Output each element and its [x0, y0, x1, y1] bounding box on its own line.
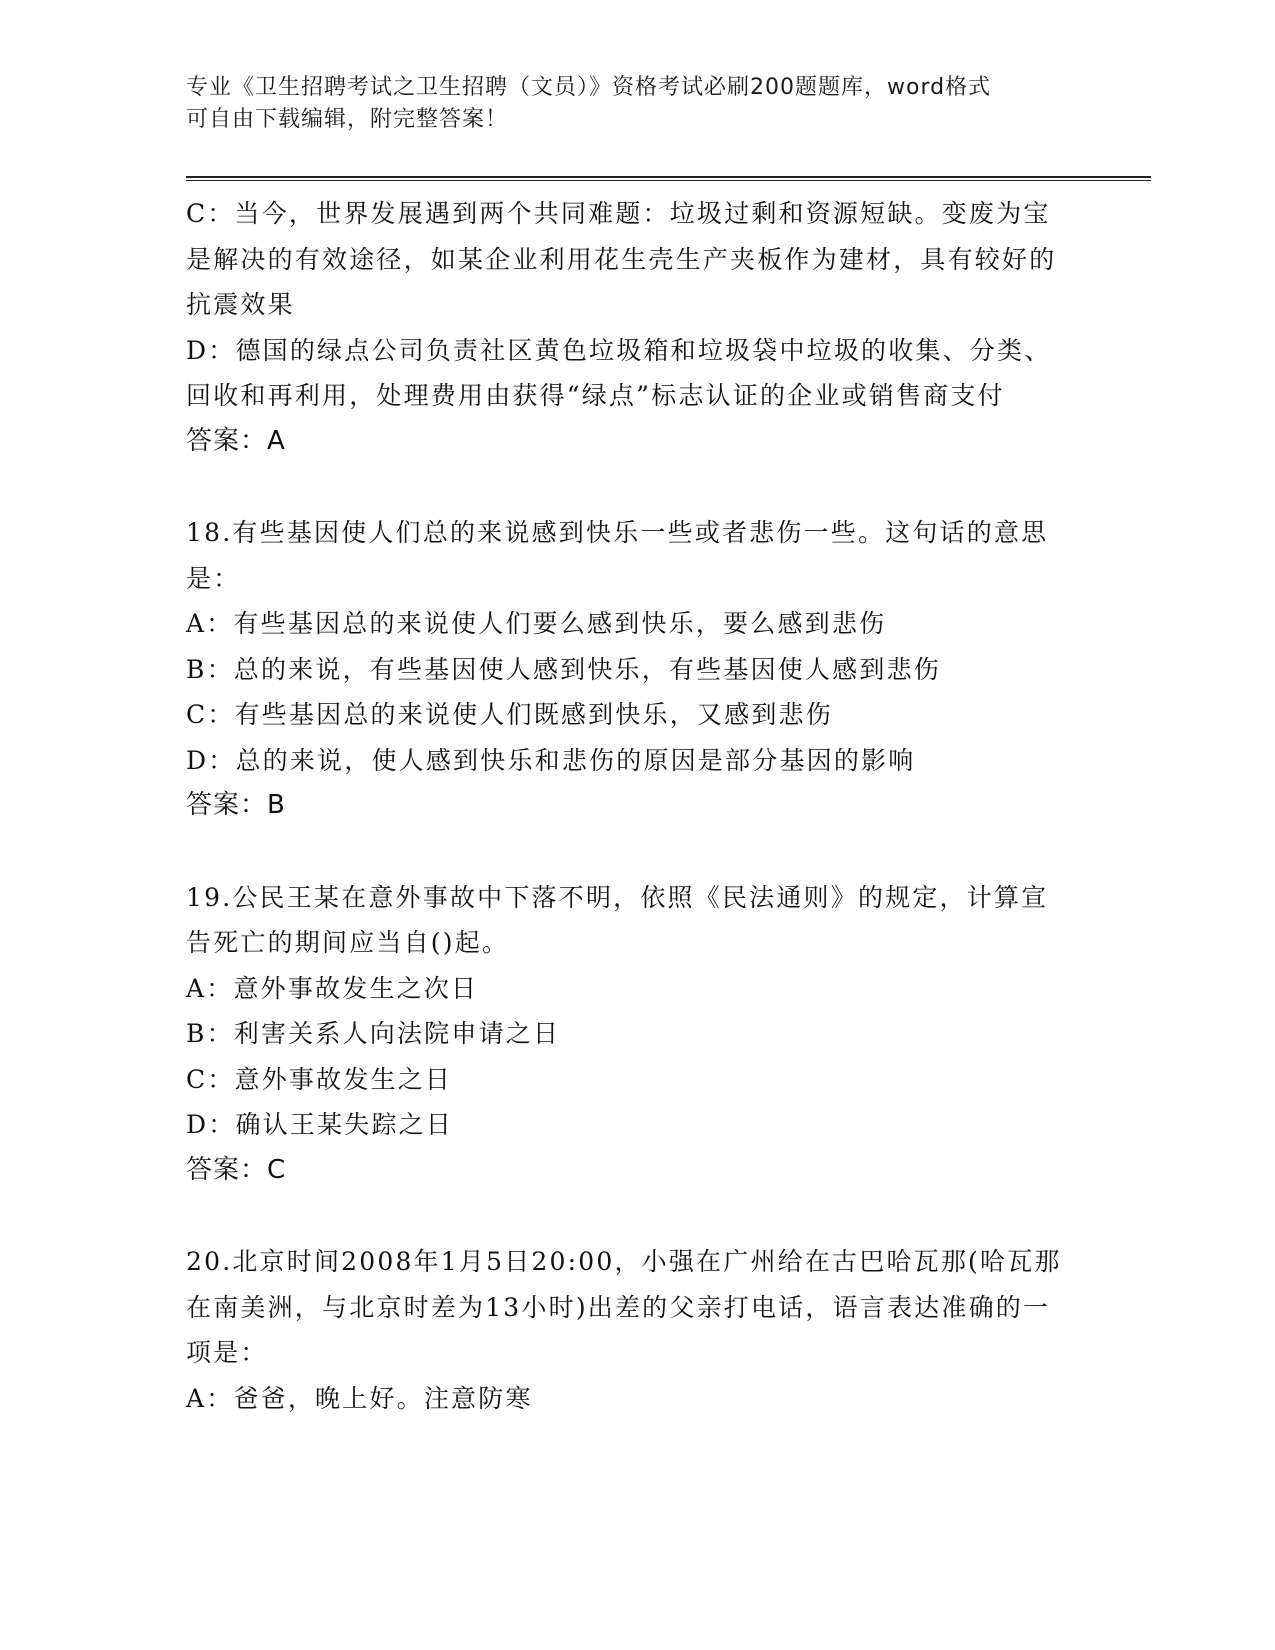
option-c: C：意外事故发生之日 — [186, 1064, 453, 1094]
answer-line: 答案：B — [186, 790, 286, 820]
option-d: D：德国的绿点公司负责社区黄色垃圾箱和垃圾袋中垃圾的收集、分类、回收和再利用，处理费用由获得“绿点”标志认证的企业或销售商支付 — [186, 335, 1052, 410]
option-a: A：爸爸，晚上好。注意防寒 — [186, 1383, 533, 1413]
option-c: C：有些基因总的来说使人们既感到快乐，又感到悲伤 — [186, 700, 833, 729]
option-a: A：有些基因总的来说使人们要么感到快乐，要么感到悲伤 — [186, 609, 887, 638]
question-stem: 19.公民王某在意外事故中下落不明，依照《民法通则》的规定，计算宣告死亡的期间应当自()起。 — [186, 882, 1049, 957]
question-17-tail — [186, 191, 1066, 464]
answer-line: 答案：C — [186, 1154, 287, 1185]
question-19 — [186, 875, 1066, 1194]
document-header — [186, 72, 1066, 136]
header-line-1: 专业《卫生招聘考试之卫生招聘（文员）》资格考试必刷200题题库，word格式 — [186, 75, 992, 100]
header-divider — [186, 176, 1151, 181]
header-line-2: 可自由下载编辑，附完整答案！ — [186, 107, 509, 132]
header-divider-thin — [186, 180, 1151, 181]
question-stem: 18.有些基因使人们总的来说感到快乐一些或者悲伤一些。这句话的意思是： — [186, 518, 1049, 593]
document-body — [186, 191, 1066, 1421]
answer-line: 答案：A — [186, 425, 286, 456]
question-18 — [186, 510, 1066, 829]
option-b: B：总的来说，有些基因使人感到快乐，有些基因使人感到悲伤 — [186, 654, 941, 684]
option-c: C：当今，世界发展遇到两个共同难题：垃圾过剩和资源短缺。变废为宝是解决的有效途径，如某企业利用花生壳生产夹板作为建材，具有较好的抗震效果 — [186, 199, 1057, 319]
option-a: A：意外事故发生之次日 — [186, 973, 479, 1003]
question-stem: 20.北京时间2008年1月5日20:00，小强在广州给在古巴哈瓦那(哈瓦那在南美洲，与北京时差为13小时)出差的父亲打电话，语言表达准确的一项是： — [186, 1247, 1062, 1367]
header-divider-thick — [186, 176, 1151, 178]
option-b: B：利害关系人向法院申请之日 — [186, 1019, 561, 1048]
question-20 — [186, 1239, 1066, 1421]
option-d: D：总的来说，使人感到快乐和悲伤的原因是部分基因的影响 — [186, 745, 916, 775]
option-d: D：确认王某失踪之日 — [186, 1110, 454, 1139]
